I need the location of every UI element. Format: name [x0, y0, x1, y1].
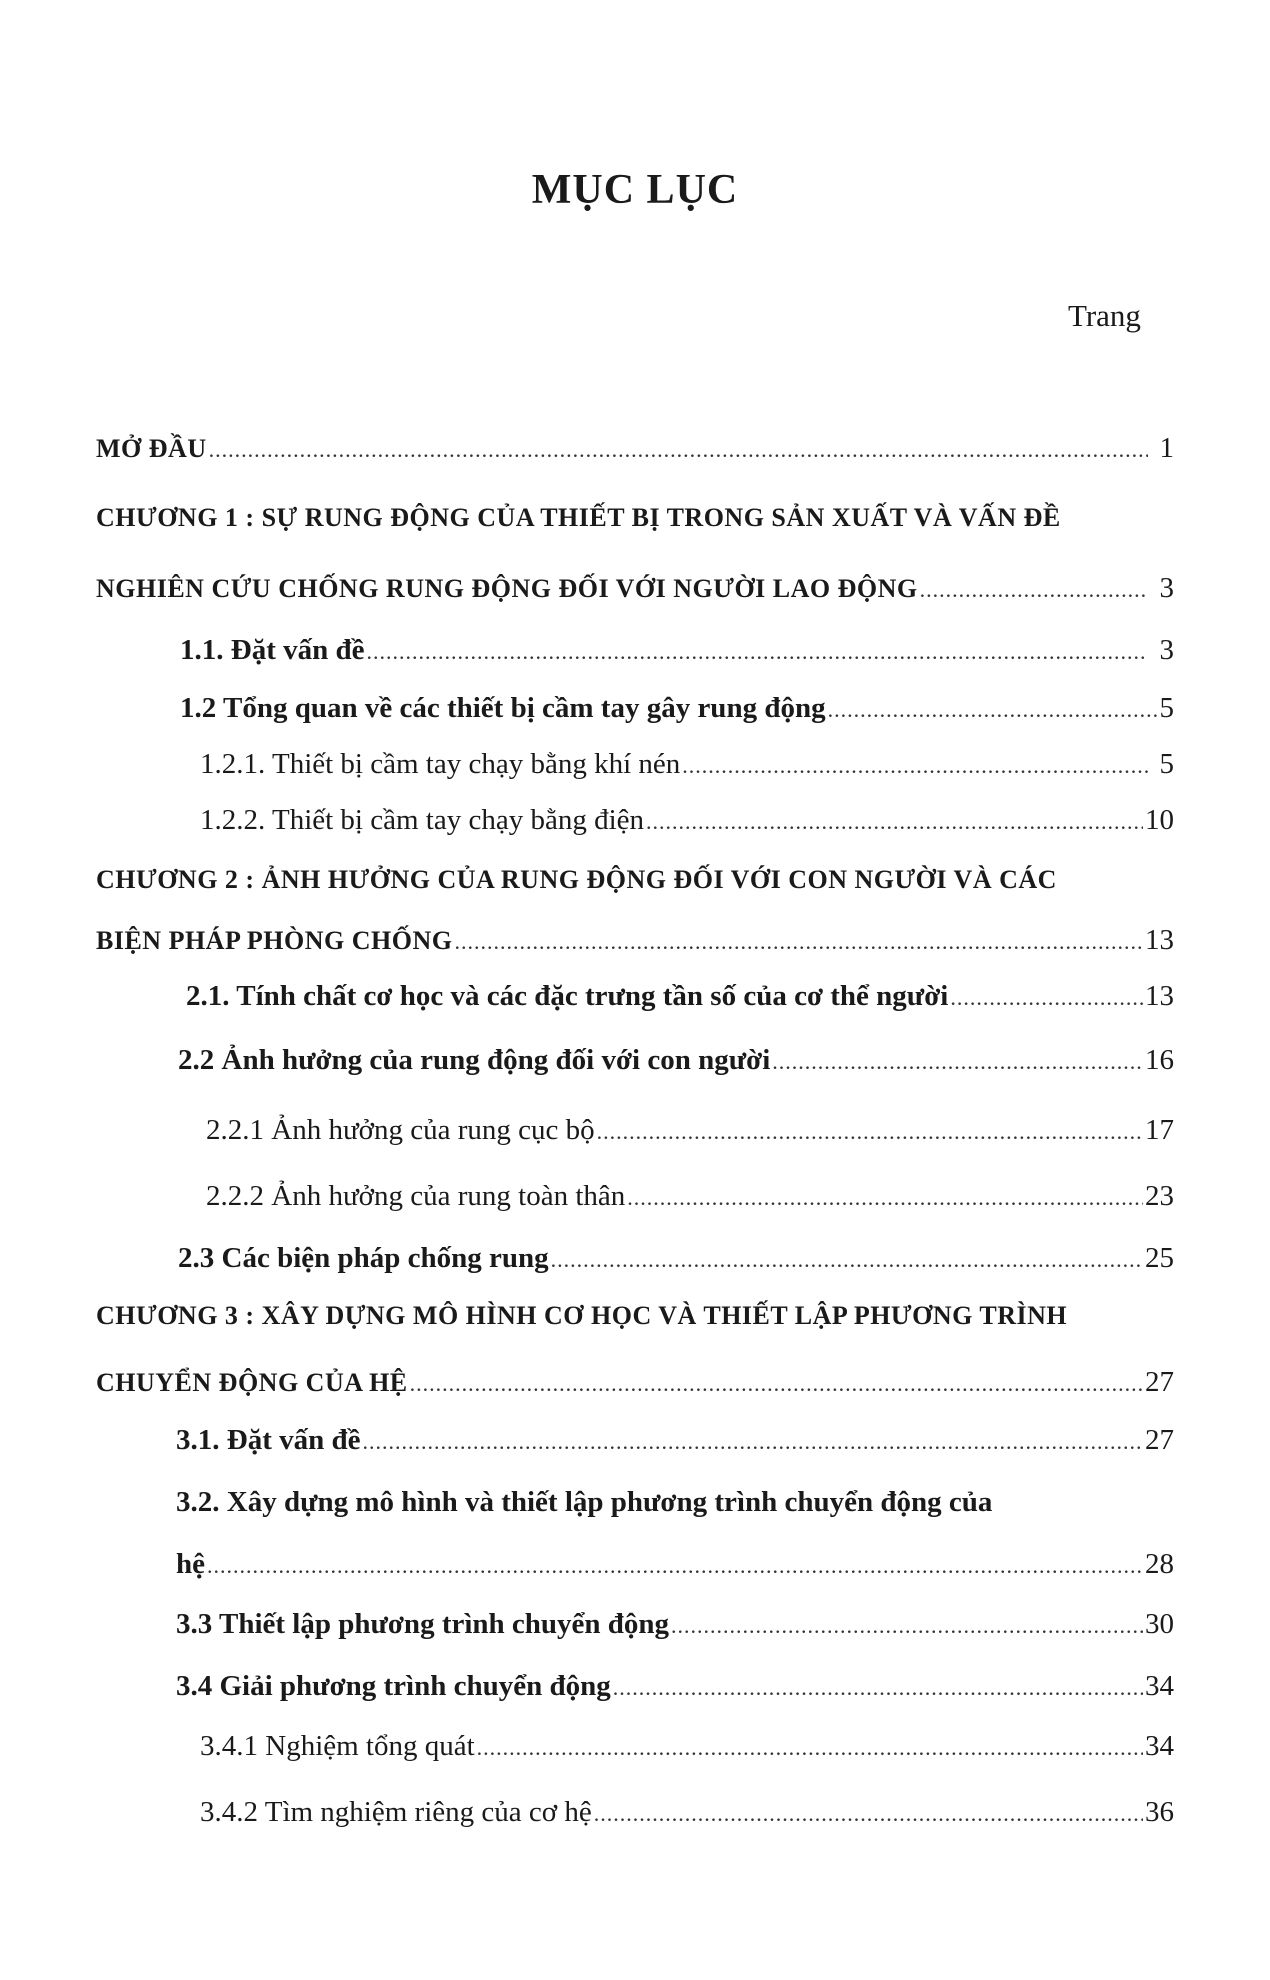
toc-entry-text: 3.3 Thiết lập phương trình chuyển động [176, 1608, 670, 1640]
toc-entry-page: 23 [1145, 1180, 1174, 1212]
toc-entry[interactable] [180, 630, 1174, 670]
toc-entry-text: 3.1. Đặt vấn đề [176, 1424, 361, 1456]
dot-leader [209, 430, 1148, 470]
dot-leader [772, 1042, 1143, 1082]
toc-entry-text: 3.4.2 Tìm nghiệm riêng của cơ hệ [200, 1796, 592, 1828]
toc-entry-page: 27 [1145, 1424, 1174, 1456]
page-title: MỤC LỤC [531, 167, 739, 213]
toc-chapter-line[interactable]: CHƯƠNG 3 : XÂY DỰNG MÔ HÌNH CƠ HỌC VÀ THIẾT LẬP PHƯƠNG TRÌNH [96, 1301, 1068, 1330]
dot-leader [597, 1112, 1143, 1152]
dot-leader [551, 1240, 1143, 1280]
toc-entry[interactable] [186, 976, 1174, 1016]
toc-entry[interactable] [200, 744, 1174, 784]
dot-leader [828, 690, 1158, 730]
dot-leader [627, 1178, 1143, 1218]
toc-entry[interactable] [176, 1666, 1174, 1706]
toc-entry[interactable] [178, 1040, 1174, 1080]
toc-entry-page: 27 [1145, 1366, 1174, 1398]
dot-leader [594, 1794, 1143, 1834]
toc-entry-text: 2.2.2 Ảnh hưởng của rung toàn thân [206, 1180, 626, 1212]
toc-entry[interactable] [200, 1726, 1174, 1766]
toc-entry-page: 13 [1145, 924, 1174, 956]
toc-entry-text: 3.4.1 Nghiệm tổng quát [200, 1730, 475, 1762]
dot-leader [950, 978, 1143, 1018]
toc-entry-text: MỞ ĐẦU [96, 434, 207, 463]
toc-entry-page: 34 [1145, 1730, 1174, 1762]
toc-entry-page: 3 [1159, 572, 1174, 604]
dot-leader [410, 1364, 1143, 1404]
toc-entry[interactable] [176, 1544, 1174, 1584]
toc-entry[interactable] [200, 800, 1174, 840]
toc-entry[interactable] [200, 1792, 1174, 1832]
toc-entry-page: 5 [1159, 748, 1174, 780]
toc-entry-page: 16 [1145, 1044, 1174, 1076]
toc-entry-text: 2.2 Ảnh hưởng của rung động đối với con người [178, 1044, 771, 1076]
toc-entry[interactable] [176, 1420, 1174, 1460]
toc-entry[interactable] [96, 1362, 1174, 1402]
toc-entry-page: 17 [1145, 1114, 1174, 1146]
dot-leader [362, 1422, 1143, 1462]
toc-entry[interactable] [206, 1176, 1174, 1216]
dot-leader [207, 1546, 1143, 1586]
toc-chapter-line[interactable]: CHƯƠNG 2 : ẢNH HƯỞNG CỦA RUNG ĐỘNG ĐỐI VỚI CON NGƯỜI VÀ CÁC [96, 865, 1057, 894]
toc-entry[interactable] [206, 1110, 1174, 1150]
toc-entry-text: NGHIÊN CỨU CHỐNG RUNG ĐỘNG ĐỐI VỚI NGƯỜI LAO ĐỘNG [96, 574, 918, 603]
dot-leader [682, 746, 1147, 786]
toc-entry-page: 36 [1145, 1796, 1174, 1828]
dot-leader [366, 632, 1147, 672]
dot-leader [454, 922, 1143, 962]
toc-section-line[interactable]: 3.2. Xây dựng mô hình và thiết lập phương trình chuyển động của [176, 1486, 993, 1518]
toc-entry-page: 25 [1145, 1242, 1174, 1274]
toc-entry[interactable] [96, 568, 1174, 608]
toc-entry-page: 13 [1145, 980, 1174, 1012]
dot-leader [671, 1606, 1143, 1646]
toc-entry-page: 28 [1145, 1548, 1174, 1580]
toc-entry-page: 1 [1159, 432, 1174, 464]
toc-entry-text: 1.2 Tổng quan về các thiết bị cầm tay gây rung động [180, 692, 826, 724]
toc-entry-text: CHUYỂN ĐỘNG CỦA HỆ [96, 1368, 408, 1397]
toc-entry-page: 30 [1145, 1608, 1174, 1640]
page-column-header: Trang [1068, 298, 1141, 333]
toc-entry-page: 10 [1145, 804, 1174, 836]
toc-entry-text: 1.2.1. Thiết bị cầm tay chạy bằng khí nén [200, 748, 681, 780]
dot-leader [920, 570, 1148, 610]
toc-entry[interactable] [180, 688, 1174, 728]
toc-entry-text: 1.2.2. Thiết bị cầm tay chạy bằng điện [200, 804, 645, 836]
toc-chapter-line[interactable]: CHƯƠNG 1 : SỰ RUNG ĐỘNG CỦA THIẾT BỊ TRONG SẢN XUẤT VÀ VẤN ĐỀ [96, 503, 1061, 532]
toc-entry-text: 2.3 Các biện pháp chống rung [178, 1242, 549, 1274]
toc-entry-text: 2.2.1 Ảnh hưởng của rung cục bộ [206, 1114, 595, 1146]
toc-entry[interactable] [178, 1238, 1174, 1278]
dot-leader [613, 1668, 1143, 1708]
toc-entry-page: 5 [1159, 692, 1174, 724]
toc-entry[interactable] [176, 1604, 1174, 1644]
toc-entry-text: 2.1. Tính chất cơ học và các đặc trưng tần số của cơ thể người [186, 980, 949, 1012]
toc-entry[interactable] [96, 920, 1174, 960]
toc-entry[interactable] [96, 428, 1174, 468]
toc-entry-text: 3.4 Giải phương trình chuyển động [176, 1670, 611, 1702]
toc-entry-text: 1.1. Đặt vấn đề [180, 634, 365, 666]
dot-leader [646, 802, 1143, 842]
toc-entry-page: 3 [1159, 634, 1174, 666]
dot-leader [477, 1728, 1143, 1768]
toc-entry-page: 34 [1145, 1670, 1174, 1702]
toc-entry-text: BIỆN PHÁP PHÒNG CHỐNG [96, 926, 453, 955]
toc-entry-text: hệ [176, 1548, 205, 1580]
